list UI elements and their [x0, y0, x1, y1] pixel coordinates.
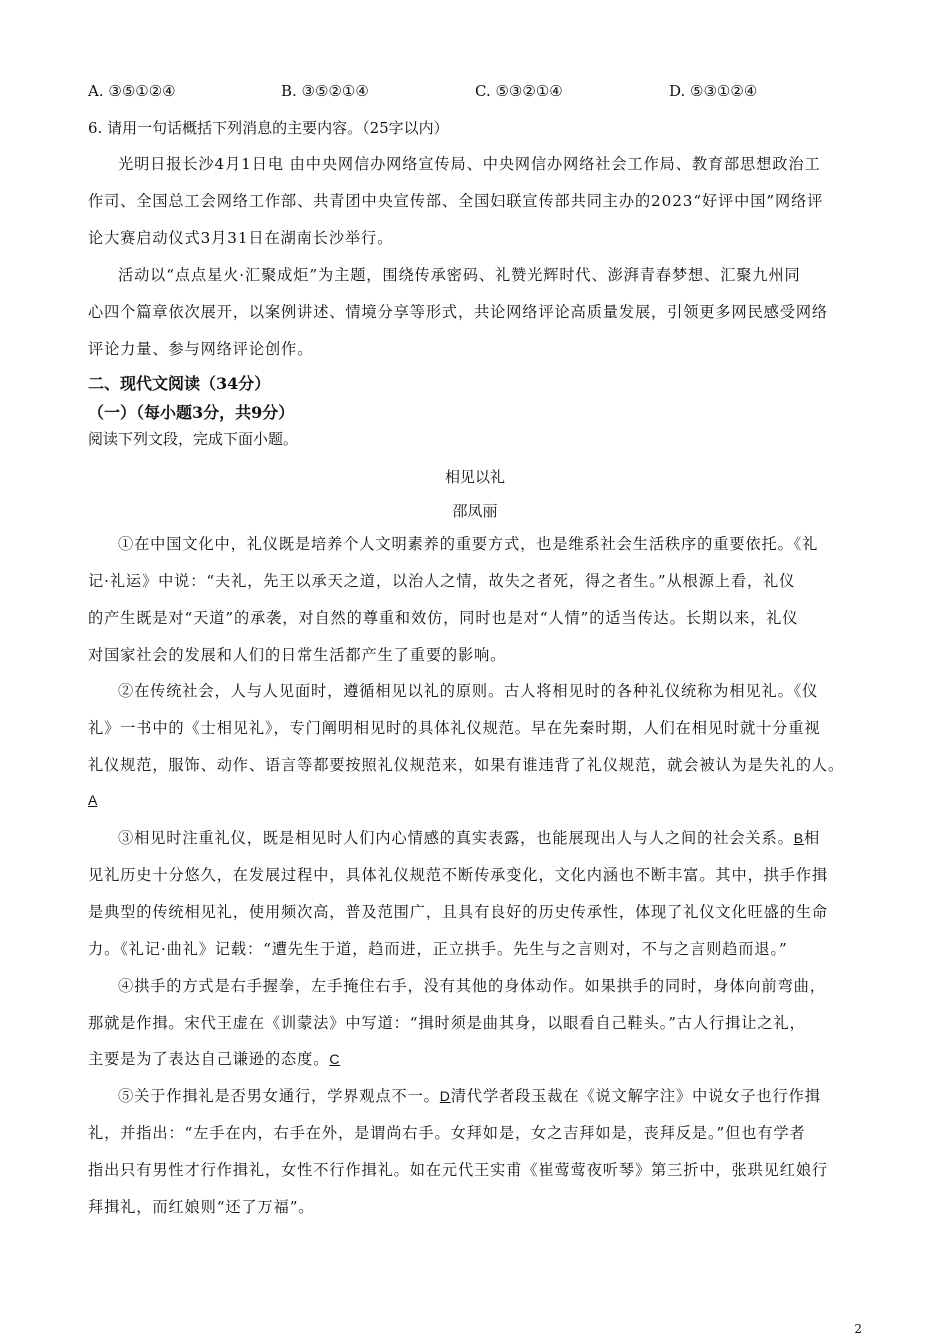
section-title: 二、现代文阅读（34分） [88, 374, 271, 393]
paragraph-text: ⑤关于作揖礼是否男女通行，学界观点不一。 [118, 1087, 440, 1105]
news-line: 心四个篇章依次展开，以案例讲述、情境分享等形式，共论网络评论高质量发展，引领更多网民感受网络 [88, 303, 829, 321]
paragraph-line [118, 1085, 863, 1106]
paragraph-line: 礼仪规范，服饰、动作、语言等都要按照礼仪规范来，如果有谁违背了礼仪规范，就会被认为是失礼的人。 [88, 756, 845, 774]
paragraph-line: 那就是作揖。宋代王虚在《训蒙法》中写道：“揖时须是曲其身，以眼看自己鞋头。”古人行揖让之礼， [88, 1014, 806, 1032]
marker-a: A [88, 792, 98, 808]
news-line: 作司、全国总工会网络工作部、共青团中央宣传部、全国妇联宣传部共同主办的2023“好评中国”网络评 [88, 192, 824, 210]
paragraph-line [118, 827, 863, 848]
paragraph-line [88, 1048, 863, 1069]
news-line: 论大赛启动仪式3月31日在湖南长沙举行。 [88, 229, 394, 247]
blank-marker-a [88, 791, 97, 809]
paragraph-text: 清代学者段玉裁在《说文解字注》中说女子也行作揖 [450, 1087, 821, 1105]
paragraph-line: 对国家社会的发展和人们的日常生活都产生了重要的影响。 [88, 646, 507, 664]
article-author: 邵凤丽 [452, 502, 498, 520]
option-a: A. ③⑤①②④ [88, 82, 176, 100]
paragraph-line: ④拱手的方式是右手握拳，左手掩住右手，没有其他的身体动作。如果拱手的同时，身体向前弯曲， [118, 977, 826, 995]
marker-c: C [329, 1051, 341, 1067]
paragraph-text: 相 [803, 829, 821, 847]
paragraph-text: ③相见时注重礼仪，既是相见时人们内心情感的真实表露，也能展现出人与人之间的社会关系。 [118, 829, 794, 847]
paragraph-line: ②在传统社会，人与人见面时，遵循相见以礼的原则。古人将相见时的各种礼仪统称为相见礼。《仪 [118, 682, 819, 700]
paragraph-line: 拜揖礼，而红娘则“还了万福”。 [88, 1198, 315, 1216]
news-line: 光明日报长沙4月1日电 由中央网信办网络宣传局、中央网信办网络社会工作局、教育部思想政治工 [118, 155, 821, 173]
option-b: B. ③⑤②①④ [281, 82, 369, 100]
article-title: 相见以礼 [444, 468, 505, 486]
paragraph-line: 力。《礼记·曲礼》记载：“遭先生于道，趋而进，正立拱手。先生与之言则对，不与之言则趋而退。” [88, 940, 788, 958]
paragraph-line: 礼，并指出：“左手在内，右手在外，是谓尚右手。女拜如是，女之吉拜如是，丧拜反是。”但也有学者 [88, 1124, 806, 1142]
part-title: （一）（每小题3分，共9分） [88, 403, 295, 422]
paragraph-text: 主要是为了表达自己谦逊的态度。 [88, 1050, 330, 1068]
news-line: 活动以“点点星火·汇聚成炬”为主题，围绕传承密码、礼赞光辉时代、澎湃青春梦想、汇聚九州同 [118, 266, 801, 284]
option-c: C. ⑤③②①④ [475, 82, 563, 100]
paragraph-line: 指出只有男性才行作揖礼，女性不行作揖礼。如在元代王实甫《崔莺莺夜听琴》第三折中，张珙见红娘行 [88, 1161, 829, 1179]
paragraph-line: ①在中国文化中，礼仪既是培养个人文明素养的重要方式，也是维系社会生活秩序的重要依托。《礼 [118, 535, 819, 553]
news-line: 评论力量、参与网络评论创作。 [88, 340, 314, 358]
page-number: 2 [854, 1322, 862, 1336]
reading-instruction: 阅读下列文段，完成下面小题。 [88, 430, 299, 448]
paragraph-line: 是典型的传统相见礼，使用频次高，普及范围广，且具有良好的历史传承性，体现了礼仪文化旺盛的生命 [88, 903, 829, 921]
paragraph-line: 见礼历史十分悠久，在发展过程中，具体礼仪规范不断传承变化，文化内涵也不断丰富。其中，拱手作揖 [88, 866, 829, 884]
paragraph-line: 的产生既是对“天道”的承袭，对自然的尊重和效仿，同时也是对“人情”的适当传达。长期以来，礼仪 [88, 609, 799, 627]
answer-options [88, 82, 868, 106]
paragraph-line: 礼》一书中的《士相见礼》，专门阐明相见时的具体礼仪规范。早在先秦时期，人们在相见时就十分重视 [88, 719, 821, 737]
question-6-prompt: 6. 请用一句话概括下列消息的主要内容。（25字以内） [88, 119, 449, 137]
marker-d: D [439, 1088, 451, 1104]
paragraph-line: 记·礼运》中说：“夫礼，先王以承天之道，以治人之情，故失之者死，得之者生。”从根源上看，礼仪 [88, 572, 796, 590]
option-d: D. ⑤③①②④ [669, 82, 758, 100]
marker-b: B [793, 830, 804, 846]
